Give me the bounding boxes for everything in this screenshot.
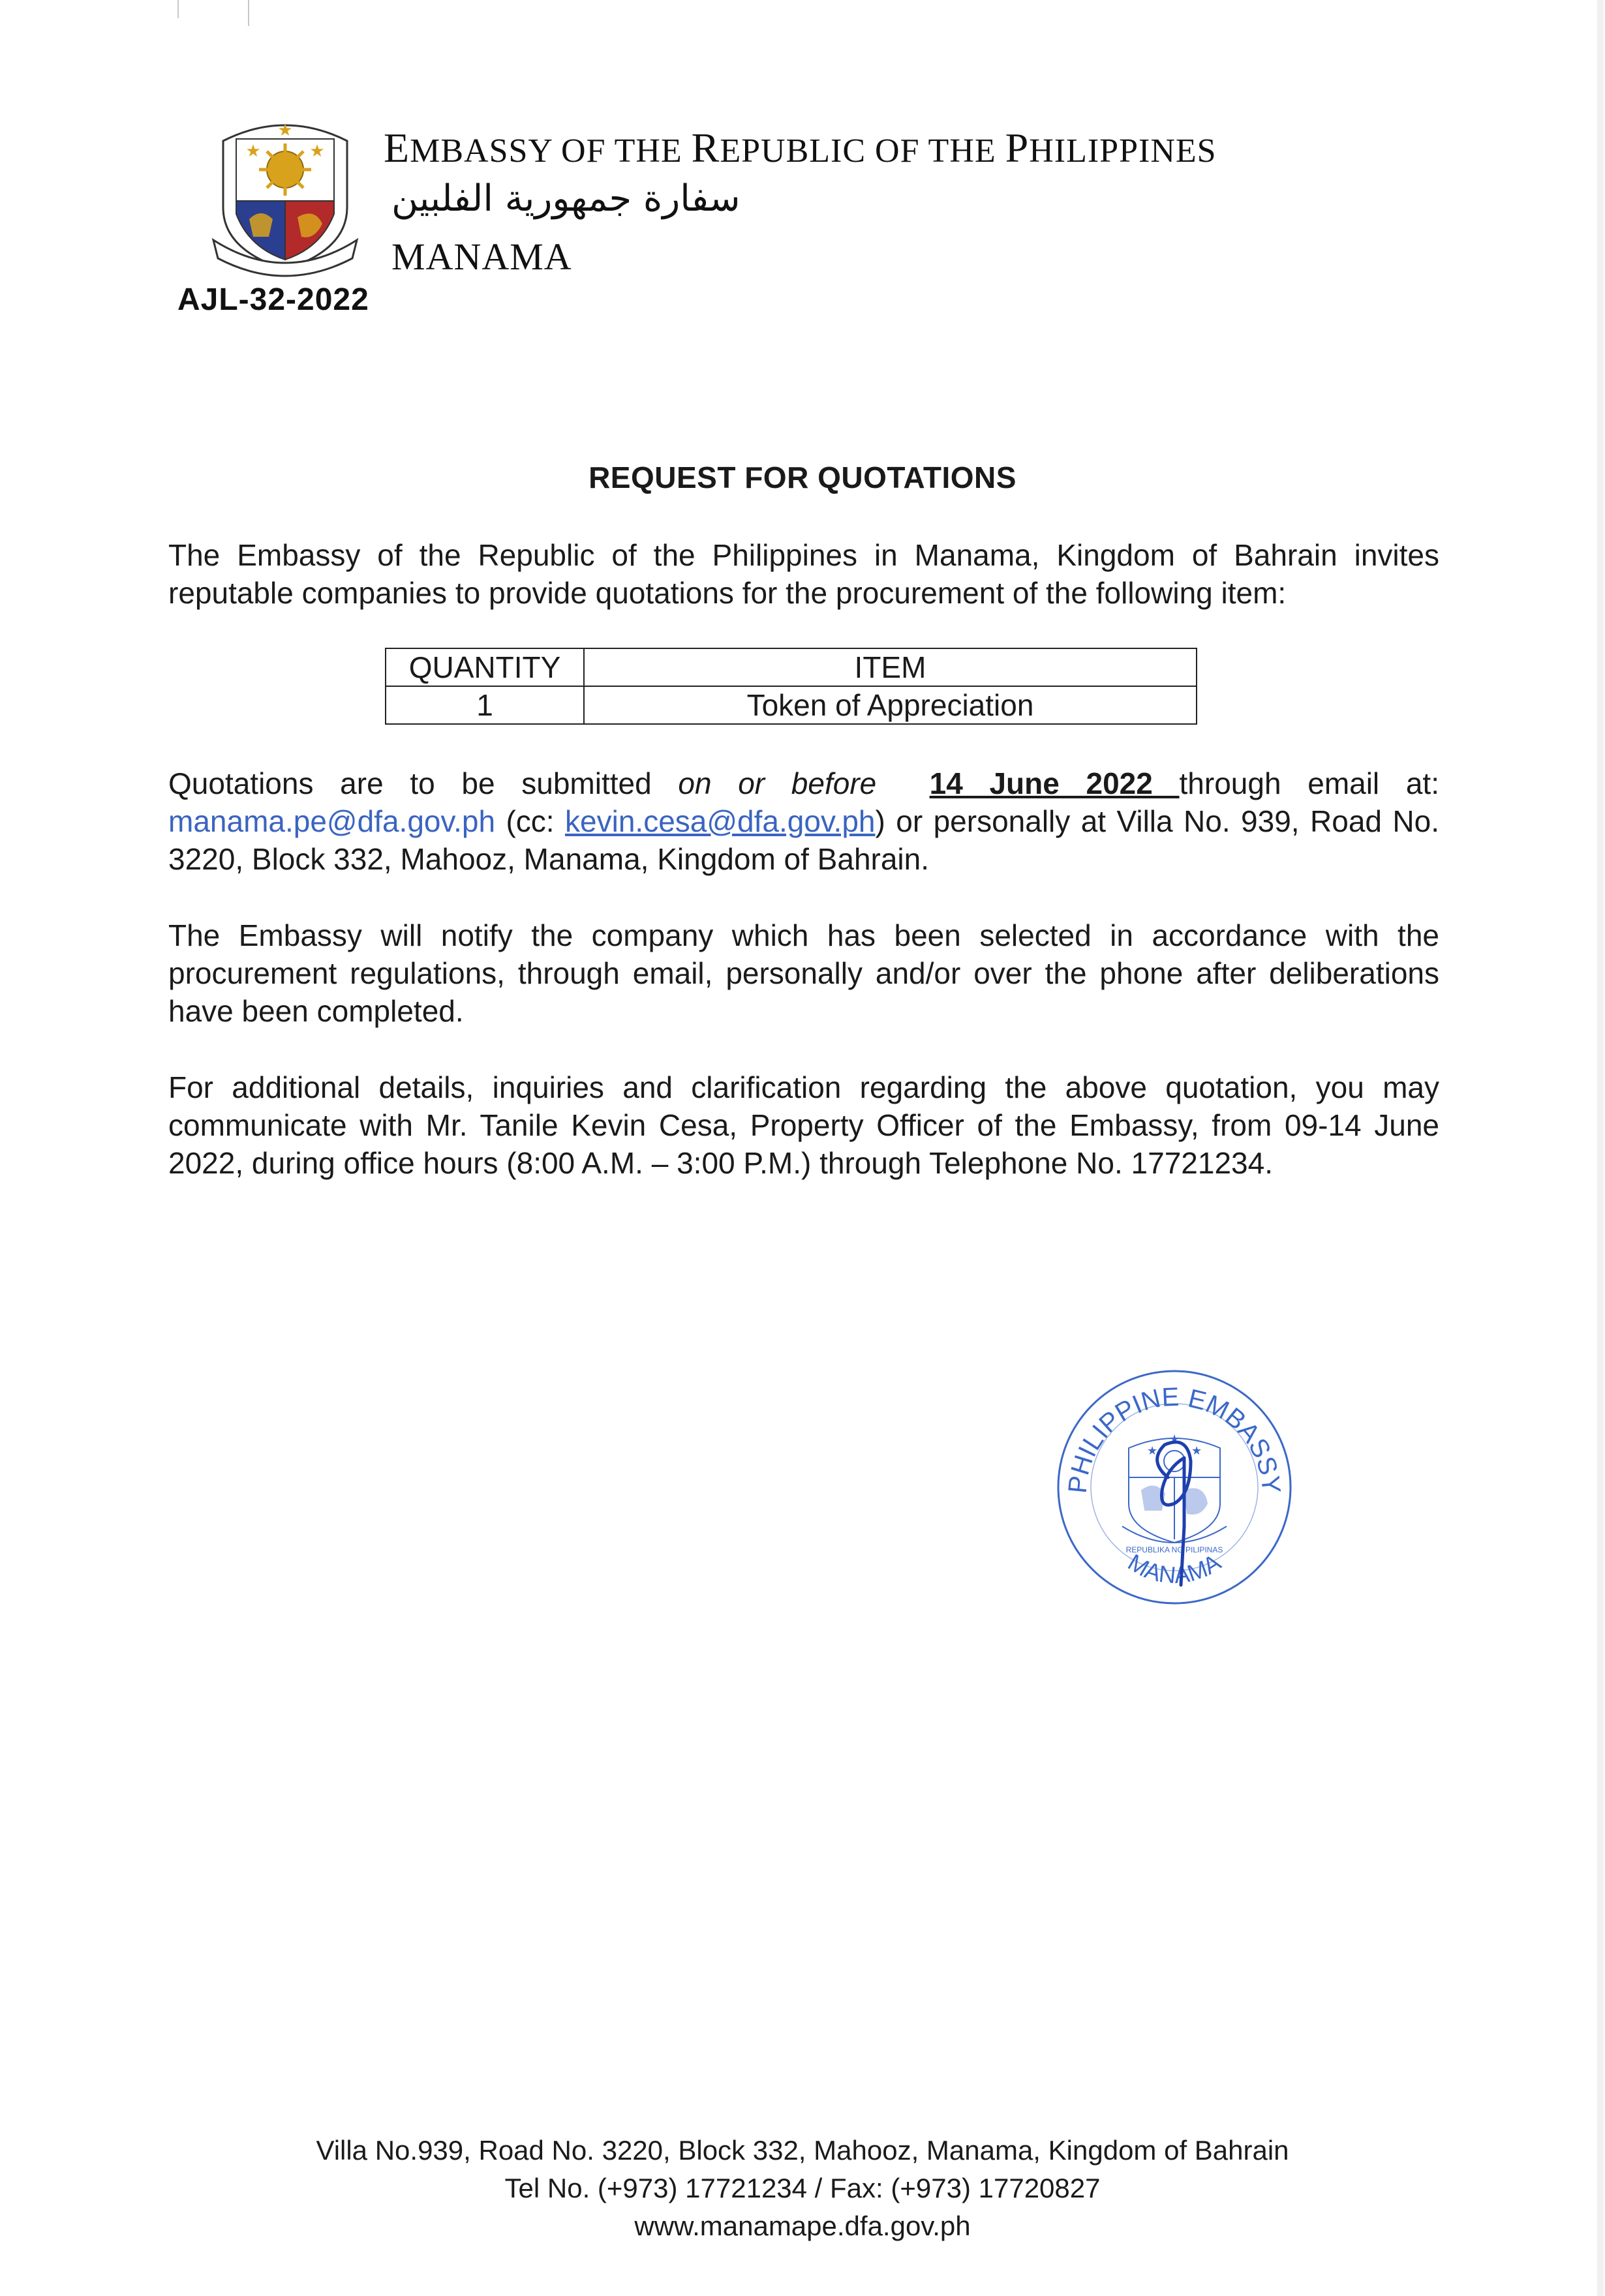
- embassy-name-arabic: سفارة جمهورية الفلبين: [391, 177, 741, 220]
- table-row: [386, 686, 1197, 724]
- scan-edge-mark: [177, 0, 179, 18]
- svg-text:★: ★: [277, 121, 293, 140]
- deadline-phrase: on or before: [678, 766, 877, 800]
- submission-via: through email at:: [1179, 766, 1439, 800]
- scan-edge-mark: [248, 0, 249, 26]
- submission-rest: or personally at Villa No. 939, Road No. 3220, Block 332, Mahooz, Manama, Kingdom of Bahrain.: [168, 804, 1439, 876]
- stamp-inner-text: REPUBLIKA NG PILIPINAS: [1125, 1545, 1223, 1554]
- footer-website[interactable]: www.manamape.dfa.gov.ph: [634, 2211, 971, 2241]
- notification-paragraph: The Embassy will notify the company which has been selected in accordance with the procurement regulations, through email, personally and/or over the phone after deliberations have been completed.: [168, 918, 1439, 1028]
- letter-footer: [0, 2132, 1605, 2245]
- svg-text:★: ★: [245, 142, 261, 161]
- footer-phone: Tel No. (+973) 17721234 / Fax: (+973) 17720827: [504, 2173, 1101, 2203]
- items-table: [385, 648, 1197, 725]
- document-title: REQUEST FOR QUOTATIONS: [588, 461, 1016, 494]
- cc-open: (cc:: [495, 804, 566, 838]
- intro-paragraph: The Embassy of the Republic of the Philippines in Manama, Kingdom of Bahrain invites reputable companies to provide quotations for the procurement of the following item:: [168, 538, 1439, 610]
- svg-text:★: ★: [1169, 1432, 1180, 1446]
- deadline-date: 14 June 2022: [929, 766, 1180, 800]
- submission-lead: Quotations are to be submitted: [168, 766, 679, 800]
- stamp-bottom-text: MANAMA: [1123, 1548, 1226, 1589]
- svg-text:★: ★: [1147, 1444, 1158, 1458]
- svg-text:★: ★: [1191, 1444, 1202, 1458]
- column-header-quantity: QUANTITY: [386, 648, 584, 686]
- cell-quantity: 1: [386, 686, 584, 724]
- submission-paragraph: [168, 764, 1439, 878]
- philippine-seal-logo: [210, 110, 360, 286]
- embassy-name-heading: EMBASSY OF THE REPUBLIC OF THE PHILIPPINES: [384, 125, 1217, 171]
- footer-address: Villa No.939, Road No. 3220, Block 332, Mahooz, Manama, Kingdom of Bahrain: [316, 2135, 1289, 2166]
- reference-number: AJL-32-2022: [177, 282, 369, 317]
- embassy-city: MANAMA: [391, 235, 572, 278]
- embassy-email-link[interactable]: manama.pe@dfa.gov.ph: [168, 804, 496, 838]
- cc-email-link[interactable]: kevin.cesa@dfa.gov.ph: [565, 804, 876, 838]
- cell-item: Token of Appreciation: [584, 686, 1197, 724]
- embassy-stamp: [1050, 1363, 1298, 1611]
- stamp-crest-icon: [1122, 1438, 1227, 1543]
- svg-text:★: ★: [309, 142, 325, 161]
- scan-edge-mark: [1597, 0, 1604, 2296]
- stamp-top-text: PHILIPPINE EMBASSY: [1063, 1382, 1286, 1495]
- cc-close: ): [875, 804, 885, 838]
- column-header-item: ITEM: [584, 648, 1197, 686]
- contact-paragraph: For additional details, inquiries and clarification regarding the above quotation, you may communicate with Mr. Tanile Kevin Cesa, Property Officer of the Embassy, from 09-14 June 2022, during office hours (8:00 A.M. – 3:00 P.M.) through Telephone No. 17721234.: [168, 1070, 1439, 1180]
- table-header-row: [386, 648, 1197, 686]
